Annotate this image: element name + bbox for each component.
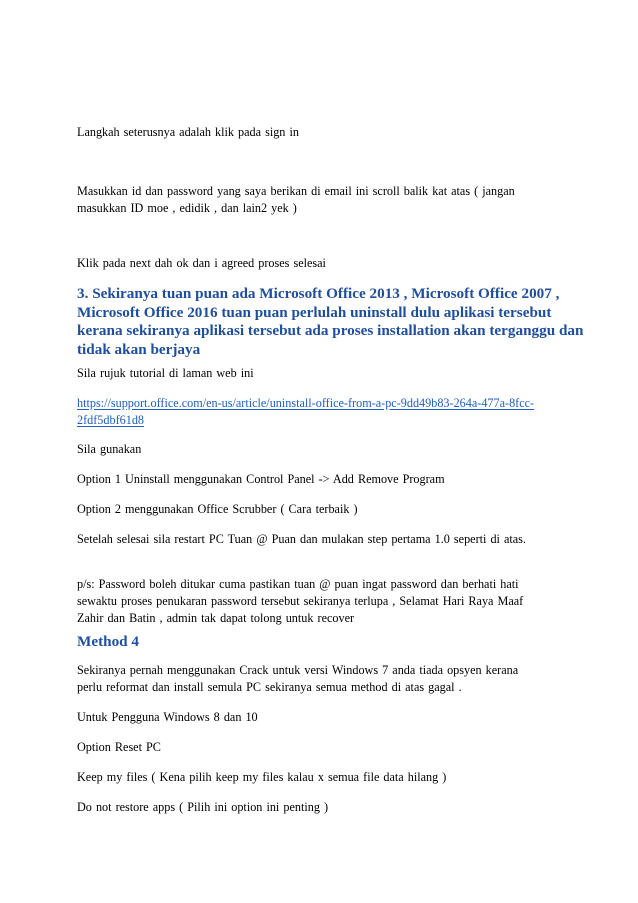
crack-note-line-2: perlu reformat dan install semula PC sekiranya semua method di atas gagal . xyxy=(77,680,462,694)
use-instruction xyxy=(77,441,567,458)
restart-instruction xyxy=(77,531,567,548)
method-4-heading-text: Method 4 xyxy=(77,633,140,650)
windows-8-10-note-text: Untuk Pengguna Windows 8 dan 10 xyxy=(77,710,258,724)
password-note-line-1: p/s: Password boleh ditukar cuma pastikan tuan @ puan ingat password dan berhati hati xyxy=(77,577,519,591)
section-3-heading xyxy=(77,285,584,359)
sign-in-instruction xyxy=(77,124,567,141)
option-1 xyxy=(77,471,567,488)
crack-note-line-1: Sekiranya pernah menggunakan Crack untuk versi Windows 7 anda tiada opsyen kerana xyxy=(77,663,519,677)
method-4-heading xyxy=(77,633,572,652)
password-instruction-line-1: Masukkan id dan password yang saya berikan di email ini scroll balik kat atas ( jangan xyxy=(77,184,515,198)
reset-pc-option xyxy=(77,739,567,756)
keep-files-option-text: Keep my files ( Kena pilih keep my files kalau x semua file data hilang ) xyxy=(77,770,447,784)
use-instruction-text: Sila gunakan xyxy=(77,442,142,456)
support-link-line-1[interactable]: https://support.office.com/en-us/article/uninstall-office-from-a-pc-9dd49b83-264a-477a-8fcc- xyxy=(77,396,535,410)
reset-pc-option-text: Option Reset PC xyxy=(77,740,161,754)
password-instruction xyxy=(77,183,567,217)
password-note xyxy=(77,576,567,627)
option-2-text: Option 2 menggunakan Office Scrubber ( Cara terbaik ) xyxy=(77,502,358,516)
windows-8-10-note xyxy=(77,709,567,726)
option-2 xyxy=(77,501,567,518)
support-link[interactable] xyxy=(77,395,567,429)
section-3-heading-line-4: tidak akan berjaya xyxy=(77,340,201,358)
tutorial-reference xyxy=(77,365,567,382)
password-note-line-3: Zahir dan Batin , admin tak dapat tolong untuk recover xyxy=(77,611,355,625)
section-3-heading-line-3: kerana sekiranya aplikasi tersebut ada proses installation akan terganggu dan xyxy=(77,322,584,339)
sign-in-instruction-text: Langkah seterusnya adalah klik pada sign in xyxy=(77,125,299,139)
support-link-line-2[interactable]: 2fdf5dbf61d8 xyxy=(77,413,145,427)
agree-instruction xyxy=(77,255,567,272)
tutorial-reference-text: Sila rujuk tutorial di laman web ini xyxy=(77,366,254,380)
keep-files-option xyxy=(77,769,567,786)
restart-instruction-text: Setelah selesai sila restart PC Tuan @ Puan dan mulakan step pertama 1.0 seperti di atas. xyxy=(77,532,526,546)
crack-note xyxy=(77,662,567,696)
section-3-heading-line-2: Microsoft Office 2016 tuan puan perlulah uninstall dulu aplikasi tersebut xyxy=(77,303,552,321)
restore-apps-option-text: Do not restore apps ( Pilih ini option ini penting ) xyxy=(77,800,329,814)
password-note-line-2: sewaktu proses penukaran password tersebut sekiranya terlupa , Selamat Hari Raya Maaf xyxy=(77,594,524,608)
section-3-heading-line-1: 3. Sekiranya tuan puan ada Microsoft Office 2013 , Microsoft Office 2007 , xyxy=(77,285,560,302)
option-1-text: Option 1 Uninstall menggunakan Control Panel -> Add Remove Program xyxy=(77,472,445,486)
restore-apps-option xyxy=(77,799,567,816)
password-instruction-line-2: masukkan ID moe , edidik , dan lain2 yek ) xyxy=(77,201,297,215)
agree-instruction-text: Klik pada next dah ok dan i agreed proses selesai xyxy=(77,256,326,270)
